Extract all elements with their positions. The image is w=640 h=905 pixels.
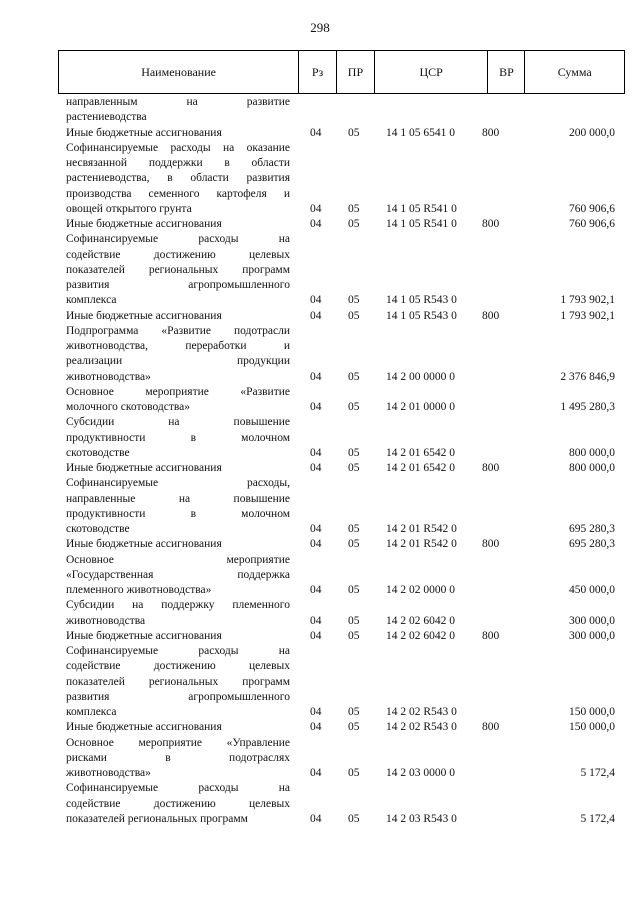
table-row	[0, 461, 640, 476]
row-name-line: рисками в подотраслях	[66, 751, 290, 764]
cell-sum: 5 172,4	[580, 767, 615, 779]
header-rz: Рз	[298, 51, 336, 93]
table-row	[0, 385, 640, 416]
cell-pr: 05	[348, 401, 360, 413]
cell-pr: 05	[348, 370, 360, 383]
cell-vr: 800	[482, 462, 500, 474]
cell-vr: 800	[482, 538, 500, 551]
row-name-line: реализации продукции	[66, 355, 290, 368]
cell-rz: 04	[310, 706, 322, 718]
cell-pr: 05	[348, 614, 360, 627]
row-name-line: направленным на развитие	[66, 96, 290, 108]
table-row	[0, 781, 640, 827]
cell-vr: 800	[482, 309, 500, 322]
row-name-line: направленные на повышение	[66, 492, 290, 505]
cell-csr: 14 2 02 6042 0	[386, 629, 455, 642]
table-row	[0, 217, 640, 232]
row-name	[66, 232, 290, 308]
cell-csr: 14 1 05 R541 0	[386, 202, 457, 215]
row-name	[66, 95, 290, 126]
cell-csr: 14 2 01 0000 0	[386, 401, 455, 413]
row-name-line: Софинансируемые расходы на	[66, 233, 290, 246]
cell-sum: 300 000,0	[569, 629, 615, 642]
cell-sum: 800 000,0	[569, 446, 615, 459]
cell-csr: 14 1 05 R543 0	[386, 309, 457, 322]
cell-rz: 04	[310, 202, 322, 215]
header-vr: ВР	[487, 51, 524, 93]
row-name-line: овощей открытого грунта	[66, 202, 192, 215]
row-name-line: показателей региональных программ	[66, 263, 290, 276]
row-name-line: Софинансируемые расходы на	[66, 645, 290, 657]
cell-sum: 1 793 902,1	[560, 294, 615, 307]
row-name-line: животноводства, переработки и	[66, 340, 290, 352]
cell-rz: 04	[310, 370, 322, 383]
row-name-line: Иные бюджетные ассигнования	[66, 309, 222, 322]
table-row	[0, 324, 640, 385]
cell-sum: 760 906,6	[569, 218, 615, 230]
row-name-line: Иные бюджетные ассигнования	[66, 126, 222, 139]
table-row	[0, 476, 640, 537]
row-name	[66, 476, 290, 537]
row-name-line: продуктивности в молочном	[66, 507, 290, 520]
table-row	[0, 309, 640, 324]
cell-pr: 05	[348, 126, 360, 139]
table-row	[0, 644, 640, 720]
cell-csr: 14 1 05 R541 0	[386, 218, 457, 230]
cell-vr: 800	[482, 721, 500, 734]
row-name	[66, 141, 290, 217]
cell-pr: 05	[348, 584, 360, 596]
row-name-line: показателей региональных программ	[66, 812, 248, 825]
cell-csr: 14 2 00 0000 0	[386, 370, 455, 383]
cell-vr: 800	[482, 629, 500, 642]
table-row	[0, 232, 640, 308]
cell-csr: 14 1 05 R543 0	[386, 294, 457, 307]
cell-csr: 14 2 01 6542 0	[386, 446, 455, 459]
cell-rz: 04	[310, 538, 322, 551]
row-name-line: животноводства	[66, 614, 146, 627]
row-name	[66, 644, 290, 720]
row-name-line: Софинансируемые расходы на оказание	[66, 141, 290, 154]
row-name	[66, 720, 290, 735]
table-body	[0, 95, 640, 827]
row-name-line: Иные бюджетные ассигнования	[66, 538, 222, 551]
cell-csr: 14 2 02 6042 0	[386, 614, 455, 627]
cell-rz: 04	[310, 294, 322, 307]
cell-rz: 04	[310, 309, 322, 322]
cell-csr: 14 2 01 6542 0	[386, 462, 455, 474]
table-row	[0, 126, 640, 141]
row-name-line: содействие достижению целевых	[66, 797, 290, 810]
cell-rz: 04	[310, 523, 322, 535]
cell-pr: 05	[348, 309, 360, 322]
cell-rz: 04	[310, 446, 322, 459]
row-name-line: содействие достижению целевых	[66, 660, 290, 673]
row-name-line: Подпрограмма «Развитие подотрасли	[66, 324, 290, 337]
cell-pr: 05	[348, 629, 360, 642]
row-name	[66, 324, 290, 385]
row-name	[66, 781, 290, 827]
cell-sum: 695 280,3	[569, 523, 615, 535]
table-row	[0, 95, 640, 126]
cell-rz: 04	[310, 584, 322, 596]
cell-rz: 04	[310, 218, 322, 230]
cell-rz: 04	[310, 126, 322, 139]
cell-vr: 800	[482, 126, 500, 139]
row-name-line: Иные бюджетные ассигнования	[66, 218, 222, 230]
cell-sum: 450 000,0	[569, 584, 615, 596]
cell-pr: 05	[348, 446, 360, 459]
row-name-line: Иные бюджетные ассигнования	[66, 629, 222, 642]
header-csr: ЦСР	[374, 51, 488, 93]
cell-sum: 760 906,6	[569, 202, 615, 215]
table-header	[58, 50, 625, 94]
row-name	[66, 415, 290, 461]
row-name	[66, 309, 290, 324]
row-name-line: Основное мероприятие	[66, 553, 290, 566]
cell-pr: 05	[348, 767, 360, 779]
row-name-line: животноводства»	[66, 370, 151, 383]
cell-sum: 5 172,4	[580, 812, 615, 825]
row-name-line: скотоводстве	[66, 446, 130, 459]
row-name	[66, 385, 290, 416]
table-row	[0, 553, 640, 599]
cell-csr: 14 2 02 0000 0	[386, 584, 455, 596]
cell-sum: 695 280,3	[569, 538, 615, 551]
cell-rz: 04	[310, 401, 322, 413]
cell-csr: 14 1 05 6541 0	[386, 126, 455, 139]
cell-csr: 14 2 03 R543 0	[386, 812, 457, 825]
row-name-line: растениеводства, в области развития	[66, 172, 290, 185]
cell-pr: 05	[348, 202, 360, 215]
row-name-line: Основное мероприятие «Развитие	[66, 385, 290, 398]
row-name-line: Субсидии на поддержку племенного	[66, 599, 290, 612]
row-name-line: несвязанной поддержки в области	[66, 157, 290, 169]
page-number: 298	[310, 20, 330, 35]
cell-csr: 14 2 03 0000 0	[386, 767, 455, 779]
table-row	[0, 598, 640, 629]
row-name	[66, 217, 290, 232]
cell-rz: 04	[310, 812, 322, 825]
row-name-line: племенного животноводства»	[66, 584, 212, 596]
table-row	[0, 537, 640, 552]
row-name-line: комплекса	[66, 706, 117, 718]
cell-csr: 14 2 01 R542 0	[386, 538, 457, 551]
row-name-line: развития агропромышленного	[66, 279, 290, 291]
cell-pr: 05	[348, 721, 360, 734]
row-name	[66, 598, 290, 629]
cell-sum: 300 000,0	[569, 614, 615, 627]
row-name-line: растениеводства	[66, 111, 147, 124]
cell-rz: 04	[310, 614, 322, 627]
row-name-line: Субсидии на повышение	[66, 416, 290, 429]
cell-sum: 2 376 846,9	[560, 370, 615, 383]
row-name-line: показателей региональных программ	[66, 675, 290, 688]
row-name-line: животноводства»	[66, 767, 151, 779]
row-name-line: Иные бюджетные ассигнования	[66, 721, 222, 734]
cell-sum: 200 000,0	[569, 126, 615, 139]
table-row	[0, 736, 640, 782]
row-name-line: продуктивности в молочном	[66, 431, 290, 444]
row-name-line: Иные бюджетные ассигнования	[66, 462, 222, 474]
row-name-line: Основное мероприятие «Управление	[66, 736, 290, 749]
row-name	[66, 461, 290, 476]
cell-pr: 05	[348, 706, 360, 718]
cell-pr: 05	[348, 812, 360, 825]
row-name-line: развития агропромышленного	[66, 690, 290, 703]
cell-sum: 800 000,0	[569, 462, 615, 474]
cell-pr: 05	[348, 538, 360, 551]
cell-sum: 1 793 902,1	[560, 309, 615, 322]
cell-csr: 14 2 02 R543 0	[386, 706, 457, 718]
row-name	[66, 553, 290, 599]
header-name: Наименование	[141, 64, 216, 79]
cell-rz: 04	[310, 462, 322, 474]
row-name-line: Софинансируемые расходы на	[66, 782, 290, 795]
row-name	[66, 537, 290, 552]
header-sum: Сумма	[524, 51, 624, 93]
cell-sum: 150 000,0	[569, 721, 615, 734]
cell-sum: 150 000,0	[569, 706, 615, 718]
cell-pr: 05	[348, 462, 360, 474]
row-name	[66, 126, 290, 141]
cell-rz: 04	[310, 767, 322, 779]
cell-pr: 05	[348, 294, 360, 307]
cell-rz: 04	[310, 629, 322, 642]
row-name-line: скотоводстве	[66, 523, 130, 535]
table-row	[0, 415, 640, 461]
row-name-line: молочного скотоводства»	[66, 401, 191, 413]
cell-sum: 1 495 280,3	[560, 401, 615, 413]
row-name-line: содействие достижению целевых	[66, 248, 290, 261]
row-name-line: Софинансируемые расходы,	[66, 477, 290, 490]
cell-rz: 04	[310, 721, 322, 734]
row-name-line: комплекса	[66, 294, 117, 307]
cell-pr: 05	[348, 218, 360, 230]
row-name	[66, 629, 290, 644]
row-name-line: «Государственная поддержка	[66, 568, 290, 581]
table-row	[0, 141, 640, 217]
header-pr: ПР	[336, 51, 374, 93]
cell-pr: 05	[348, 523, 360, 535]
table-row	[0, 629, 640, 644]
cell-vr: 800	[482, 218, 500, 230]
cell-csr: 14 2 02 R543 0	[386, 721, 457, 734]
table-row	[0, 720, 640, 735]
row-name	[66, 736, 290, 782]
cell-csr: 14 2 01 R542 0	[386, 523, 457, 535]
row-name-line: производства семенного картофеля и	[66, 187, 290, 200]
